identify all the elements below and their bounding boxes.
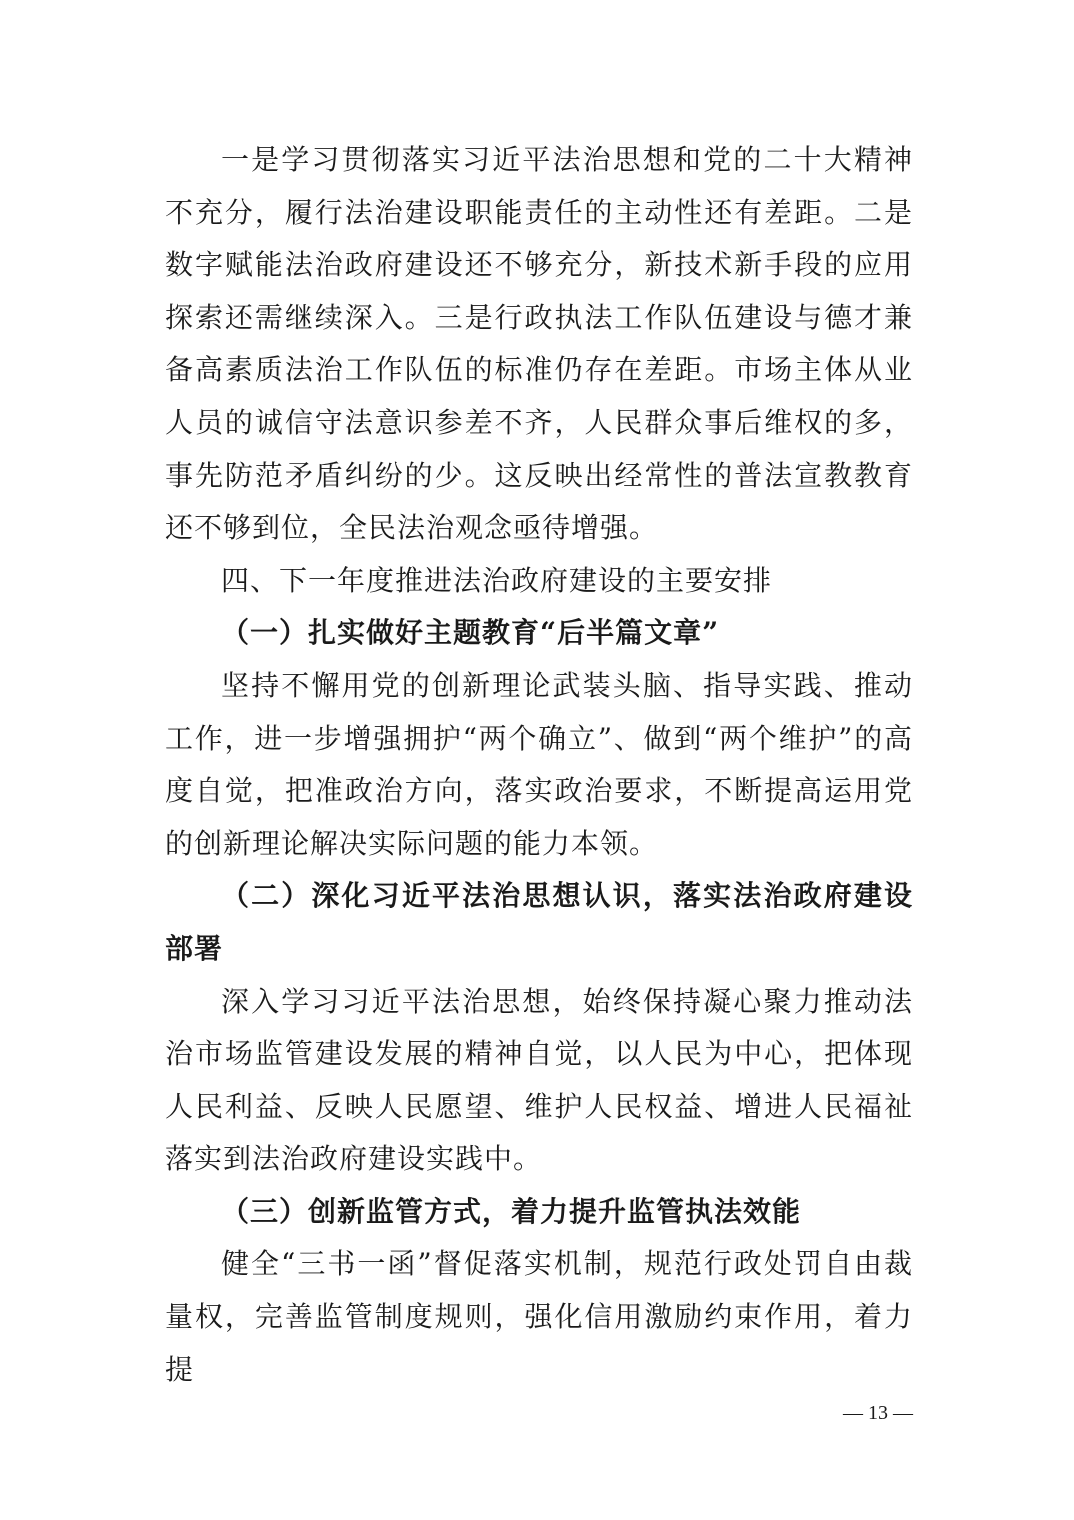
- body-paragraph-theory: 坚持不懈用党的创新理论武装头脑、指导实践、推动工作，进一步增强拥护“两个确立”、做到“两个维护”的高度自觉，把准政治方向，落实政治要求，不断提高运用党的创新理论解决实际问题的能力本领。: [165, 668, 913, 860]
- body-paragraph-problems: 一是学习贯彻落实习近平法治思想和党的二十大精神不充分，履行法治建设职能责任的主动性还有差距。二是数字赋能法治政府建设还不够充分，新技术新手段的应用探索还需继续深入。三是行政执法工作队伍建设与德才兼备高素质法治工作队伍的标准仍存在差距。市场主体从业人员的诚信守法意识参差不齐，人民群众事后维权的多，事先防范矛盾纠纷的少。这反映出经常性的普法宣教教育还不够到位，全民法治观念亟待增强。: [165, 143, 913, 545]
- document-body: [165, 134, 913, 1396]
- subheading-theme-education: （一）扎实做好主题教育“后半篇文章”: [221, 616, 720, 650]
- subheading-rule-of-law-thought: （二）深化习近平法治思想认识，落实法治政府建设部署: [165, 879, 913, 965]
- page-number: — 13 —: [843, 1402, 913, 1424]
- subheading-innovate-supervision: （三）创新监管方式，着力提升监管执法效能: [221, 1194, 802, 1228]
- body-paragraph-people-centered: 深入学习习近平法治思想，始终保持凝心聚力推动法治市场监管建设发展的精神自觉，以人民为中心，把体现人民利益、反映人民愿望、维护人民权益、增进人民福祉落实到法治政府建设实践中。: [165, 984, 913, 1176]
- body-paragraph-supervision-mechanism: 健全“三书一函”督促落实机制，规范行政处罚自由裁量权，完善监管制度规则，强化信用激励约束作用，着力提: [165, 1247, 913, 1386]
- section-heading-next-year-plan: 四、下一年度推进法治政府建设的主要安排: [221, 563, 773, 597]
